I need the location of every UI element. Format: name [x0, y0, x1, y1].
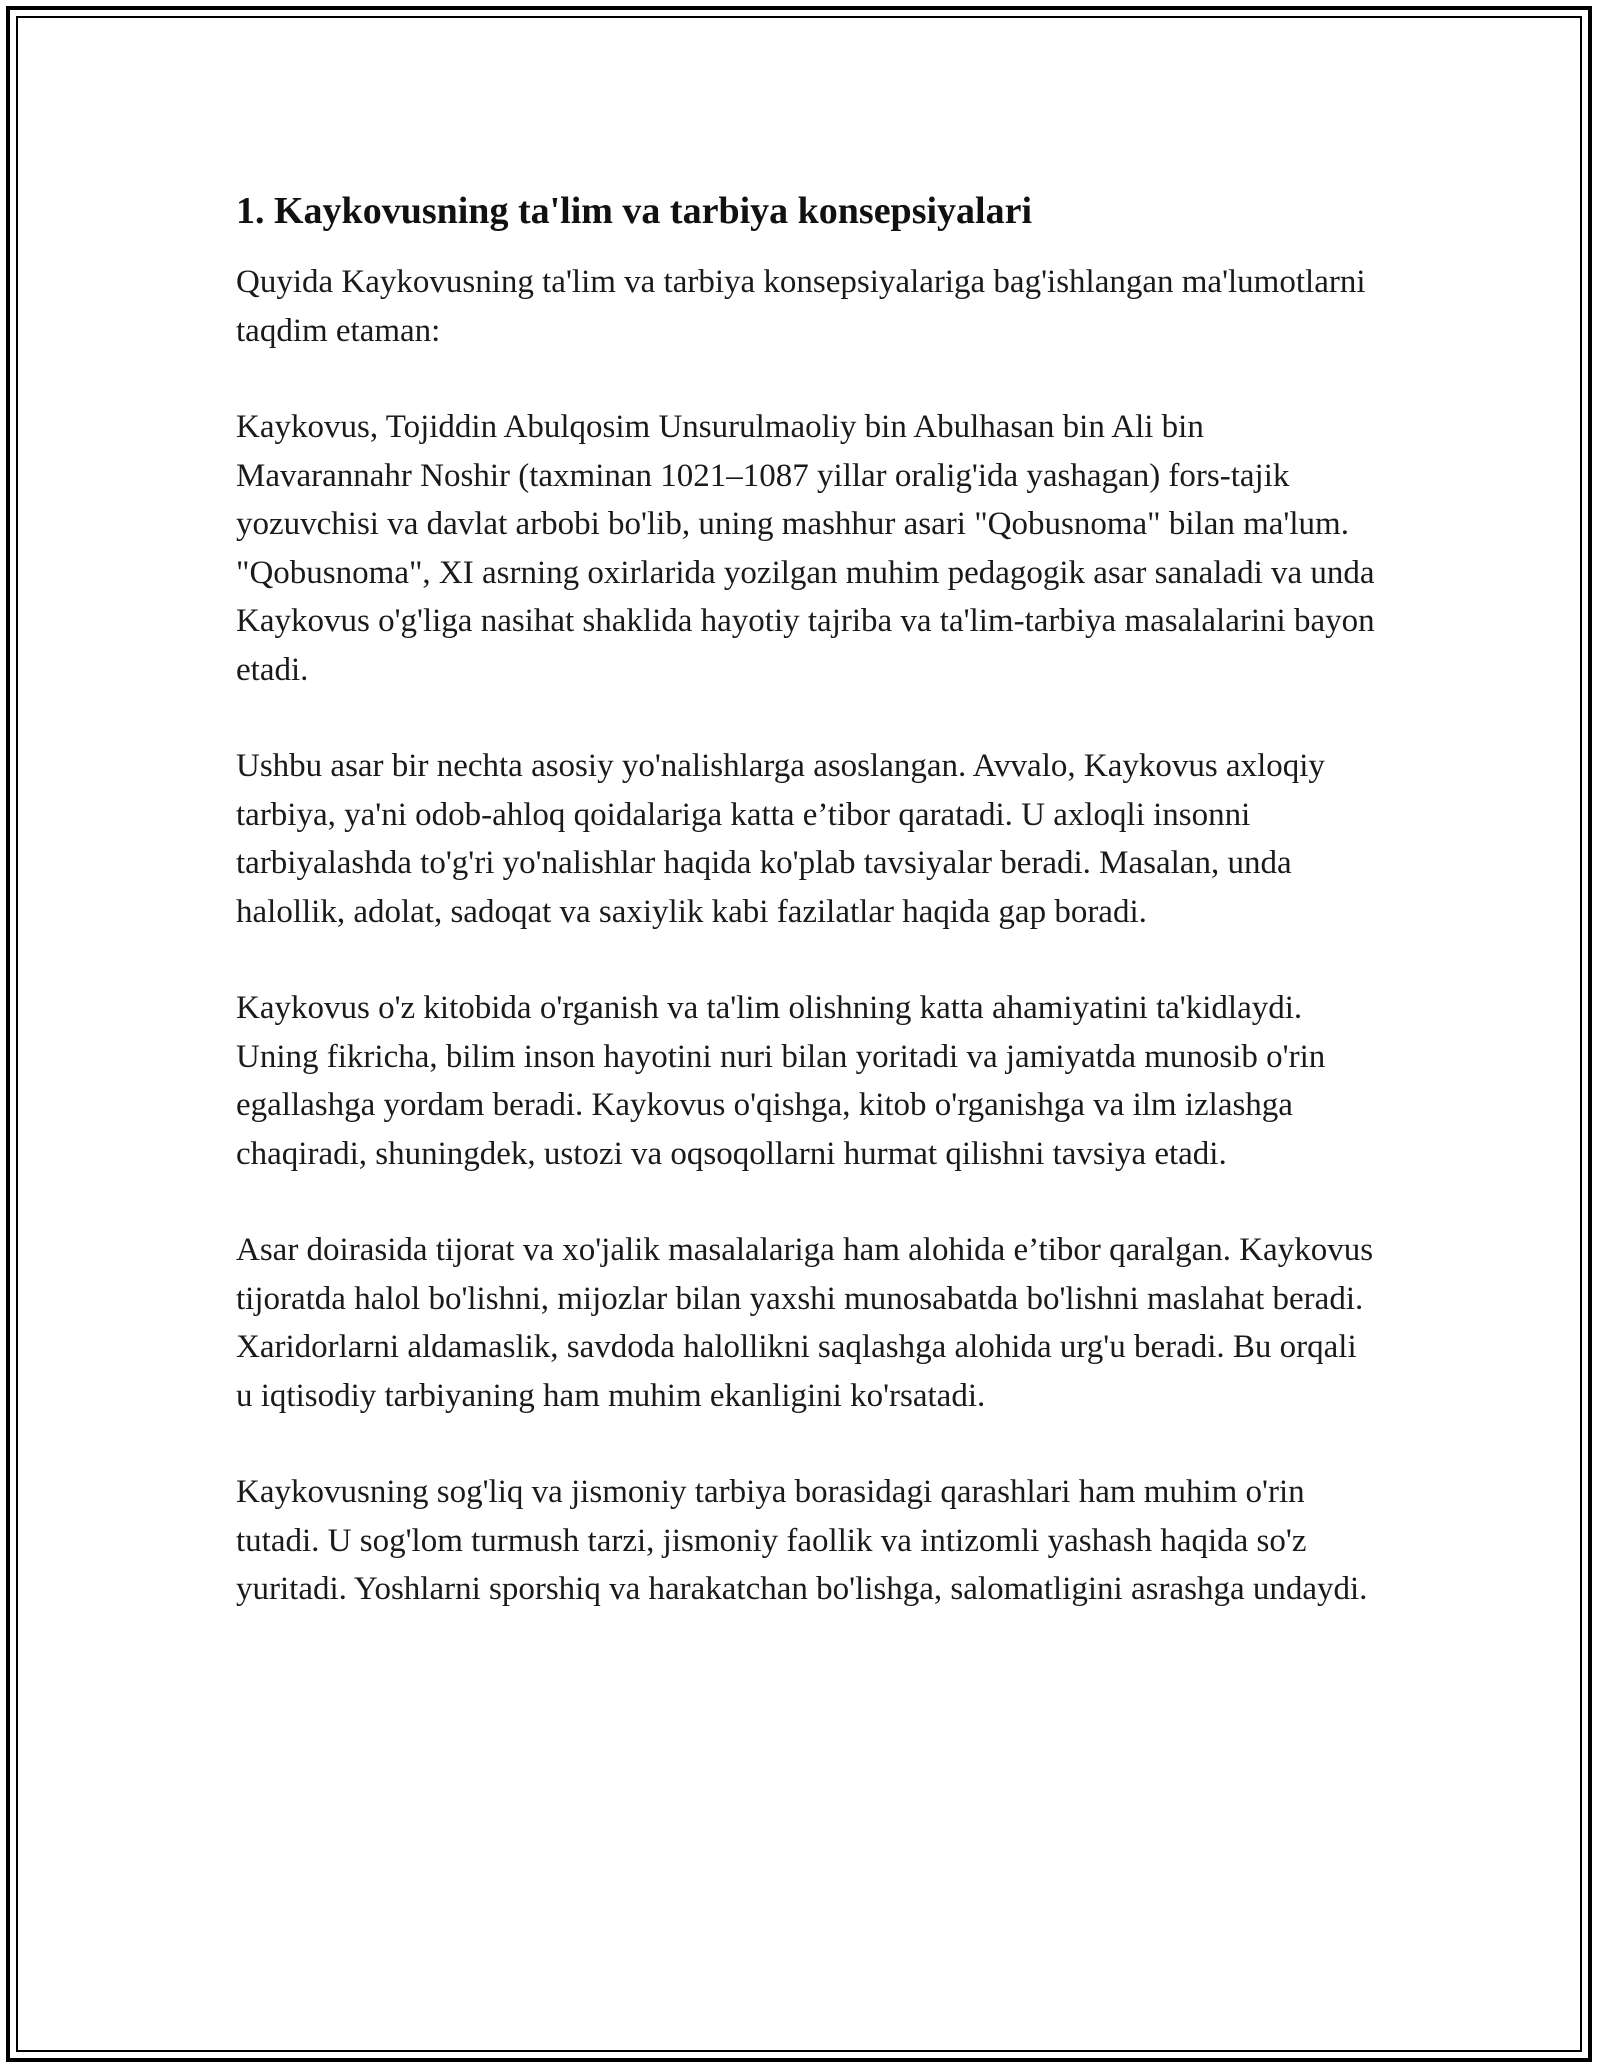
paragraph-health: Kaykovusning sog'liq va jismoniy tarbiya borasidagi qarashlari ham muhim o'rin tutadi. U sog'lom turmush tarzi, jismoniy faollik va intizomli yashash haqida so'z yuritadi. Yoshlarni sporshiq va harakatchan bo'lishga, salomatligini asrashga undaydi.	[236, 1474, 1368, 1607]
paragraph-intro: Quyida Kaykovusning ta'lim va tarbiya konsepsiyalariga bag'ishlangan ma'lumotlarni taqdim etaman:	[236, 264, 1366, 349]
document-body	[236, 186, 1376, 1662]
paragraph-learning: Kaykovus o'z kitobida o'rganish va ta'lim olishning katta ahamiyatini ta'kidlaydi. Uning fikricha, bilim inson hayotini nuri bilan yoritadi va jamiyatda munosib o'rin egallashga yordam beradi. Kaykovus o'qishga, kitob o'rganishga va ilm izlashga chaqiradi, shuningdek, ustozi va oqsoqollarni hurmat qilishni tavsiya etadi.	[236, 990, 1326, 1172]
paragraph-moral-education: Ushbu asar bir nechta asosiy yo'nalishlarga asoslangan. Avvalo, Kaykovus axloqiy tarbiya, ya'ni odob-ahloq qoidalariga katta e’tibor qaratadi. U axloqli insonni tarbiyalashda to'g'ri yo'nalishlar haqida ko'plab tavsiyalar beradi. Masalan, unda halollik, adolat, sadoqat va saxiylik kabi fazilatlar haqida gap boradi.	[236, 748, 1325, 930]
section-heading: 1. Kaykovusning ta'lim va tarbiya konsepsiyalari	[236, 190, 1033, 232]
paragraph-biography: Kaykovus, Tojiddin Abulqosim Unsurulmaoliy bin Abulhasan bin Ali bin Mavarannahr Noshir (taxminan 1021–1087 yillar oralig'ida yashagan) fors-tajik yozuvchisi va davlat arbobi bo'lib, uning mashhur asari "Qobusnoma" bilan ma'lum. "Qobusnoma", XI asrning oxirlarida yozilgan muhim pedagogik asar sanaladi va unda Kaykovus o'g'liga nasihat shaklida hayotiy tajriba va ta'lim-tarbiya masalalarini bayon etadi.	[236, 409, 1375, 688]
paragraph-trade: Asar doirasida tijorat va xo'jalik masalalariga ham alohida e’tibor qaralgan. Kaykovus tijoratda halol bo'lishni, mijozlar bilan yaxshi munosabatda bo'lishni maslahat beradi. Xaridorlarni aldamaslik, savdoda halollikni saqlashga alohida urg'u beradi. Bu orqali u iqtisodiy tarbiyaning ham muhim ekanligini ko'rsatadi.	[236, 1232, 1374, 1414]
